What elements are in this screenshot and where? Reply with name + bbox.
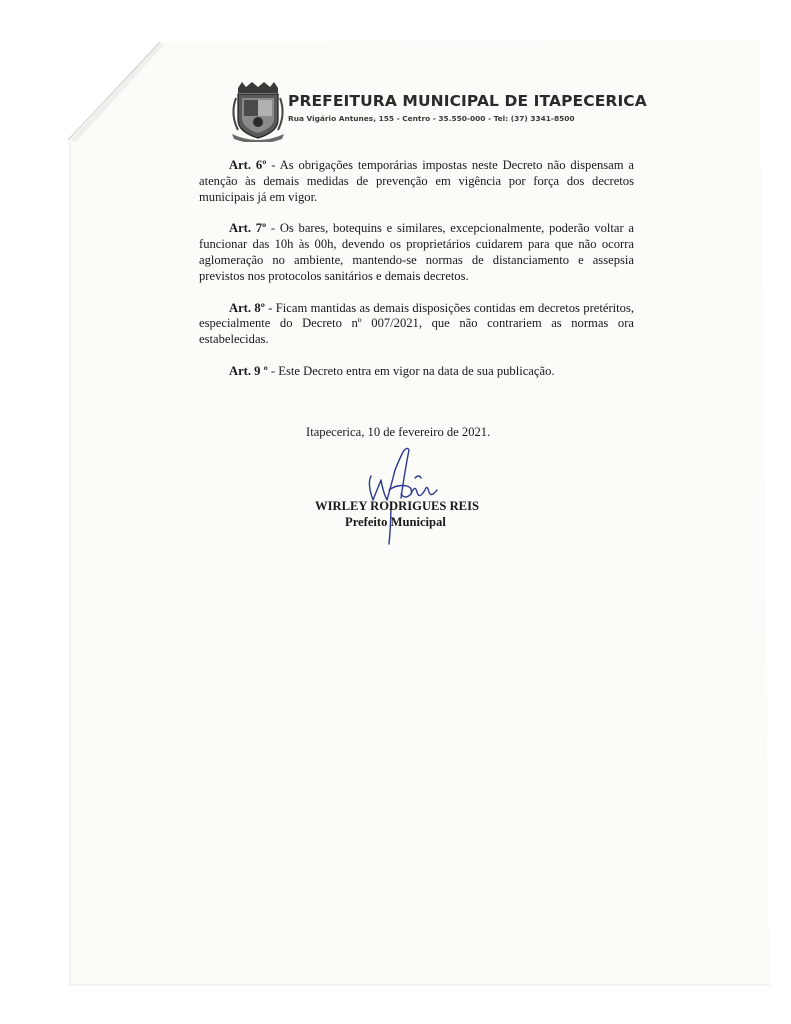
signer-name: WIRLEY RODRIGUES REIS <box>315 499 479 513</box>
letterhead <box>226 82 647 142</box>
article-label: Art. 8º <box>229 300 265 315</box>
article-text: - Ficam mantidas as demais disposições contidas em decretos pretéritos, especialmente do Decreto nº 007/2021, que não contrariem as normas ora estabelecidas. <box>199 300 634 347</box>
article-label: Art. 9 º <box>229 363 268 378</box>
article-8 <box>199 301 634 348</box>
coat-of-arms-icon <box>230 82 286 142</box>
article-text: - Os bares, botequins e similares, excepcionalmente, poderão voltar a funcionar das 10h às 00h, devendo os proprietários cuidarem para que não ocorra aglomeração no ambiente, mantendo-se normas de distanciamento e assepsia previstos nos protocolos sanitários e demais decretos. <box>199 221 634 283</box>
article-text: - Este Decreto entra em vigor na data de sua publicação. <box>267 363 555 378</box>
article-6 <box>199 158 634 205</box>
municipality-address: Rua Vigário Antunes, 155 - Centro - 35.550-000 - Tel: (37) 3341-8500 <box>288 114 575 123</box>
decree-body <box>199 158 634 396</box>
article-9 <box>199 364 634 380</box>
article-7 <box>199 221 634 284</box>
handwritten-signature <box>355 440 445 550</box>
signer-title: Prefeito Municipal <box>345 515 446 529</box>
date-line: Itapecerica, 10 de fevereiro de 2021. <box>306 425 491 439</box>
municipality-name: PREFEITURA MUNICIPAL DE ITAPECERICA <box>288 92 647 110</box>
article-text: - As obrigações temporárias impostas neste Decreto não dispensam a atenção às demais medidas de prevenção em vigência por força dos decretos municipais já em vigor. <box>199 158 634 204</box>
article-label: Art. 7º <box>229 221 267 236</box>
article-label: Art. 6º <box>229 158 267 172</box>
